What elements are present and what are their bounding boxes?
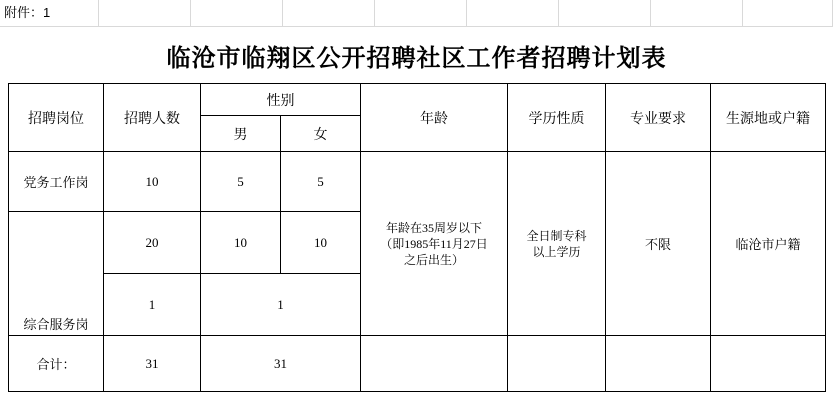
recruitment-plan-table [8, 83, 826, 392]
row-male-1: 10 [201, 212, 281, 274]
row-headcount-2: 1 [104, 274, 201, 336]
header-headcount: 招聘人数 [104, 84, 201, 152]
age-line-2: （即1985年11月27日 [380, 236, 488, 251]
row-position-0: 党务工作岗 [9, 152, 104, 212]
table-header-row-1 [9, 84, 826, 116]
education-line-2: 以上学历 [532, 244, 581, 259]
row-position-1: 综合服务岗 [9, 212, 104, 336]
total-age-empty [361, 336, 508, 392]
cell-origin-merged: 临沧市户籍 [711, 152, 826, 336]
header-position: 招聘岗位 [9, 84, 104, 152]
row-headcount-0: 10 [104, 152, 201, 212]
total-label: 合计： [9, 336, 104, 392]
total-headcount: 31 [104, 336, 201, 392]
row-female-0: 5 [281, 152, 361, 212]
row-female-1: 10 [281, 212, 361, 274]
header-gender: 性别 [201, 84, 361, 116]
total-gender: 31 [201, 336, 361, 392]
background-gridline-row [0, 0, 833, 27]
row-gender-2: 1 [201, 274, 361, 336]
age-line-1: 年龄在35周岁以下 [385, 220, 482, 235]
total-major-empty [606, 336, 711, 392]
total-origin-empty [711, 336, 826, 392]
cell-major-merged: 不限 [606, 152, 711, 336]
education-line-1: 全日制专科 [526, 228, 587, 243]
header-gender-male: 男 [201, 116, 281, 152]
cell-education-merged [508, 152, 606, 336]
header-education: 学历性质 [508, 84, 606, 152]
header-origin: 生源地或户籍 [711, 84, 826, 152]
header-major: 专业要求 [606, 84, 711, 152]
row-headcount-1: 20 [104, 212, 201, 274]
cell-age-merged [361, 152, 508, 336]
table-row [9, 152, 826, 212]
header-gender-female: 女 [281, 116, 361, 152]
total-education-empty [508, 336, 606, 392]
table-total-row [9, 336, 826, 392]
age-line-3: 之后出生） [403, 252, 464, 267]
page-title: 临沧市临翔区公开招聘社区工作者招聘计划表 [166, 46, 667, 72]
attachment-label: 附件：1 [4, 5, 51, 20]
row-male-0: 5 [201, 152, 281, 212]
header-age: 年龄 [361, 84, 508, 152]
